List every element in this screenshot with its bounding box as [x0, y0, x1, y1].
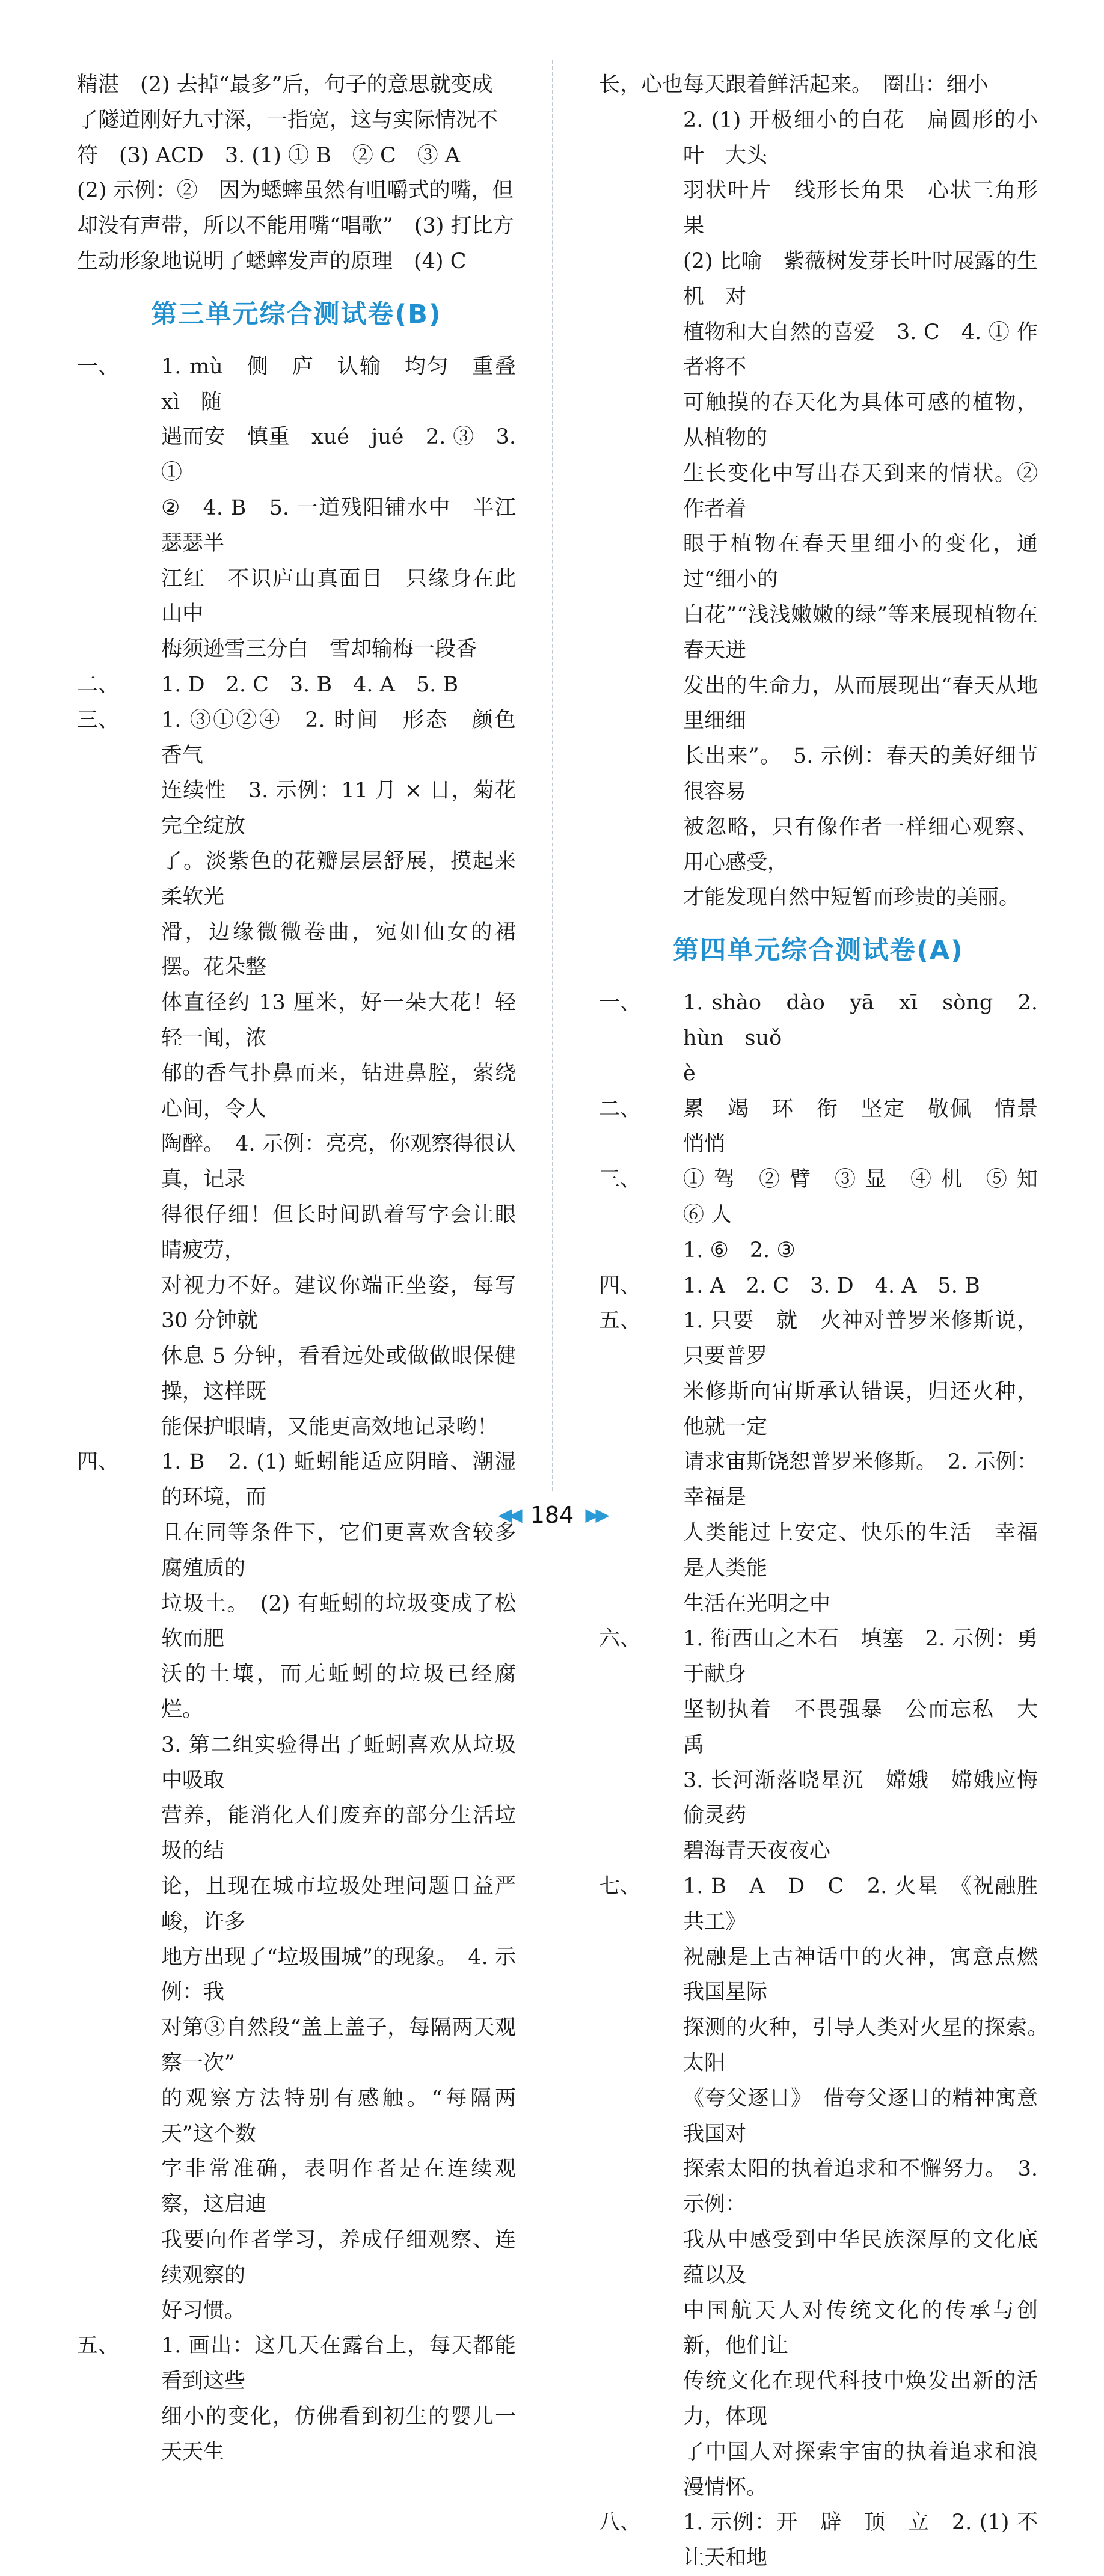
section-label: 六、	[599, 1627, 642, 1651]
section-label: 八、	[599, 2510, 642, 2535]
text-line: 请求宙斯饶恕普罗米修斯。 2. 示例：幸福是	[683, 1450, 1038, 1510]
answer-section	[599, 1092, 1060, 1163]
text-line: 遇而安 慎重 xué jué 2. ③ 3. ①	[161, 425, 516, 485]
text-line: 长，心也每天跟着鲜活起来。 圈出：细小	[599, 73, 989, 97]
next-page-arrows-icon: ▶▶	[585, 1504, 606, 1526]
text-line: 字非常准确，表明作者是在连续观察，这启迪	[161, 2157, 516, 2217]
section-body	[161, 2328, 516, 2470]
section-body	[683, 2505, 1038, 2576]
answer-section	[599, 1869, 1060, 2505]
section-body	[161, 1445, 519, 2328]
left-answer-sections	[77, 349, 538, 2470]
section-body	[161, 349, 538, 667]
text-line: 2. (1) 开极细小的白花 扁圆形的小叶 大头	[683, 108, 1038, 168]
text-line: 我要向作者学习，养成仔细观察、连续观察的	[161, 2228, 516, 2287]
text-line: 滑，边缘微微卷曲，宛如仙女的裙摆。花朵整	[161, 920, 516, 980]
text-line: 传统文化在现代科技中焕发出新的活力，体现	[683, 2369, 1038, 2429]
section-heading-unit3-b: 第三单元综合测试卷(B)	[151, 299, 442, 329]
text-line: 人类能过上安定、快乐的生活 幸福是人类能	[683, 1521, 1038, 1580]
text-line: 符 (3) ACD 3. (1) ① B ② C ③ A	[77, 143, 461, 168]
text-line: 碧海青天夜夜心	[683, 1839, 831, 1864]
text-line: 1. 画出：这几天在露台上，每天都能看到这些	[161, 2334, 516, 2394]
text-line: 地方出现了“垃圾围城”的现象。 4. 示例：我	[161, 1945, 516, 2005]
text-line: 1. ⑥ 2. ③	[683, 1238, 796, 1262]
text-line: 1. A 2. C 3. D 4. A 5. B	[683, 1273, 980, 1298]
text-line: 却没有声带，所以不能用嘴“唱歌” (3) 打比方	[77, 214, 514, 239]
text-line: 1. D 2. C 3. B 4. A 5. B	[161, 672, 459, 697]
section-label: 三、	[599, 1167, 642, 1192]
answer-section	[599, 1621, 1038, 1869]
text-line: 休息 5 分钟，看看远处或做做眼保健操，这样既	[161, 1344, 516, 1404]
section-body	[161, 703, 538, 1445]
left-column	[77, 67, 538, 2470]
text-line: 1. B 2. (1) 蚯蚓能适应阴暗、潮湿的环境，而	[161, 1450, 516, 1510]
text-line: 的观察方法特别有感触。“每隔两天”这个数	[161, 2086, 516, 2146]
text-line: 能保护眼睛，又能更高效地记录哟！	[161, 1415, 498, 1439]
text-line: 白花”“浅浅嫩嫩的绿”等来展现植物在春天迸	[683, 602, 1038, 662]
right-intro	[599, 67, 1038, 916]
text-line: 眼于植物在春天里细小的变化，通过“细小的	[683, 532, 1038, 592]
text-line: 才能发现自然中短暂而珍贵的美丽。	[683, 886, 1020, 910]
text-line: 3. 长河渐落晓星沉 嫦娥 嫦娥应悔偷灵药	[683, 1768, 1038, 1828]
answer-section	[77, 349, 538, 667]
text-line: 植物和大自然的喜爱 3. C 4. ① 作者将不	[683, 320, 1038, 380]
section-body	[683, 1268, 1038, 1304]
text-line: 1. 示例：开 辟 顶 立 2. (1) 不让天和地	[683, 2510, 1038, 2571]
text-line: 且在同等条件下，它们更喜欢含较多腐殖质的	[161, 1521, 516, 1580]
text-line: 陶醉。 4. 示例：亮亮，你观察得很认真，记录	[161, 1132, 516, 1192]
text-line: 梅须逊雪三分白 雪却输梅一段香	[161, 637, 477, 662]
section-label: 二、	[77, 672, 120, 697]
text-line: 对视力不好。建议你端正坐姿，每写 30 分钟就	[161, 1273, 516, 1333]
text-line: 1. mù 侧 庐 认输 均匀 重叠 xì 随	[161, 354, 538, 414]
answer-section	[77, 2328, 516, 2470]
section-label: 一、	[77, 354, 120, 379]
text-line: 体直径约 13 厘米，好一朵大花！轻轻一闻，浓	[161, 991, 516, 1050]
page-footer	[0, 1502, 1104, 1528]
right-answer-sections	[599, 985, 1060, 2576]
answer-section	[77, 667, 516, 703]
text-line: 得很仔细！但长时间趴着写字会让眼睛疲劳，	[161, 1202, 516, 1262]
text-line: (2) 示例：② 因为蟋蟀虽然有咀嚼式的嘴，但	[77, 179, 514, 203]
section-label: 五、	[77, 2334, 120, 2358]
text-line: 了中国人对探索宇宙的执着追求和浪漫情怀。	[683, 2440, 1038, 2500]
text-line: 连续性 3. 示例：11 月 × 日，菊花完全绽放	[161, 779, 516, 839]
text-line: 1. 衔西山之木石 填塞 2. 示例：勇于献身	[683, 1627, 1038, 1687]
section-body	[683, 1092, 1060, 1163]
text-line: 好习惯。	[161, 2298, 246, 2323]
text-line: 垃圾土。 (2) 有蚯蚓的垃圾变成了松软而肥	[161, 1591, 516, 1651]
section-label: 七、	[599, 1874, 642, 1899]
text-line: 生活在光明之中	[683, 1591, 831, 1616]
text-line: 坚韧执着 不畏强暴 公而忘私 大禹	[683, 1698, 1038, 1757]
text-line: 被忽略，只有像作者一样细心观察、用心感受，	[683, 815, 1038, 875]
answer-section	[599, 985, 1038, 1091]
text-line: 《夸父逐日》 借夸父逐日的精神寓意我国对	[683, 2086, 1038, 2146]
text-line: 羽状叶片 线形长角果 心状三角形果	[683, 179, 1038, 239]
text-line: 生长变化中写出春天到来的情状。② 作者着	[683, 461, 1038, 521]
right-column	[599, 67, 1060, 2576]
text-line: ② 4. B 5. 一道残阳铺水中 半江瑟瑟半	[161, 495, 516, 555]
text-line: 可触摸的春天化为具体可感的植物，从植物的	[683, 391, 1038, 450]
section-label: 四、	[77, 1450, 120, 1475]
text-line: 了。淡紫色的花瓣层层舒展，摸起来柔软光	[161, 849, 516, 909]
text-line: 对第③自然段“盖上盖子，每隔两天观察一次”	[161, 2016, 516, 2076]
text-line: 我从中感受到中华民族深厚的文化底蕴以及	[683, 2228, 1038, 2287]
answer-section	[599, 2505, 1038, 2576]
text-line: 1. ③①②④ 2. 时间 形态 颜色 香气	[161, 708, 538, 768]
answer-section	[599, 1162, 1060, 1268]
section-body	[683, 1162, 1060, 1268]
answer-section	[599, 1303, 1038, 1621]
text-line: 累 竭 环 衔 坚定 敬佩 情景 悄悄	[683, 1097, 1060, 1157]
text-line: 发出的生命力，从而展现出“春天从地里细细	[683, 673, 1038, 733]
text-line: 细小的变化，仿佛看到初生的婴儿一天天生	[161, 2405, 516, 2464]
text-line: 祝融是上古神话中的火神，寓意点燃我国星际	[683, 1945, 1038, 2005]
answer-section	[77, 703, 538, 1445]
text-line: ① 驾 ② 臂 ③ 显 ④ 机 ⑤ 知 ⑥ 人	[683, 1167, 1060, 1227]
text-line: 郁的香气扑鼻而来，钻进鼻腔，萦绕心间，令人	[161, 1061, 516, 1121]
section-body	[683, 1869, 1060, 2505]
text-line: 探测的火种，引导人类对火星的探索。 太阳	[683, 2016, 1060, 2076]
text-line: 营养，能消化人们废弃的部分生活垃圾的结	[161, 1804, 516, 1864]
section-label: 四、	[599, 1273, 642, 1298]
section-label: 一、	[599, 991, 642, 1015]
text-line: 1. B A D C 2. 火星 《祝融胜共工》	[683, 1874, 1038, 1934]
text-line: 长出来”。 5. 示例：春天的美好细节很容易	[683, 744, 1038, 804]
text-line: 3. 第二组实验得出了蚯蚓喜欢从垃圾中吸取	[161, 1733, 516, 1793]
column-divider	[552, 60, 553, 1491]
text-line: 江红 不识庐山真面目 只缘身在此山中	[161, 566, 516, 626]
text-line: 米修斯向宙斯承认错误，归还火种，他就一定	[683, 1379, 1038, 1439]
text-line: 中国航天人对传统文化的传承与创新，他们让	[683, 2298, 1038, 2358]
section-label: 五、	[599, 1309, 642, 1333]
text-line: 论，且现在城市垃圾处理问题日益严峻，许多	[161, 1874, 516, 1934]
prev-page-arrows-icon: ◀◀	[498, 1504, 519, 1526]
text-line: 1. shào dào yā xī sòng 2. hùn suǒ	[683, 991, 1038, 1050]
section-body	[161, 667, 516, 703]
left-intro	[77, 67, 516, 280]
section-label: 二、	[599, 1097, 642, 1121]
text-line: è	[683, 1061, 696, 1086]
text-line: 精湛 (2) 去掉“最多”后，句子的意思就变成	[77, 73, 493, 97]
answer-section	[599, 1268, 1038, 1304]
text-line: (2) 比喻 紫薇树发芽长叶时展露的生机 对	[683, 249, 1038, 309]
section-body	[683, 1621, 1038, 1869]
text-line: 沃的土壤，而无蚯蚓的垃圾已经腐烂。	[161, 1662, 516, 1722]
page-number: 184	[530, 1502, 574, 1528]
text-line: 1. 只要 就 火神对普罗米修斯说，只要普罗	[683, 1309, 1038, 1369]
text-line: 探索太阳的执着追求和不懈努力。 3. 示例：	[683, 2157, 1038, 2217]
section-body	[683, 985, 1038, 1091]
section-label: 三、	[77, 708, 120, 732]
text-line: 了隧道刚好九寸深，一指宽，这与实际情况不	[77, 108, 498, 132]
section-body	[683, 1303, 1038, 1621]
section-heading-unit4-a: 第四单元综合测试卷(A)	[673, 935, 964, 966]
answer-section	[77, 1445, 519, 2328]
text-line: 生动形象地说明了蟋蟀发声的原理 (4) C	[77, 249, 467, 274]
